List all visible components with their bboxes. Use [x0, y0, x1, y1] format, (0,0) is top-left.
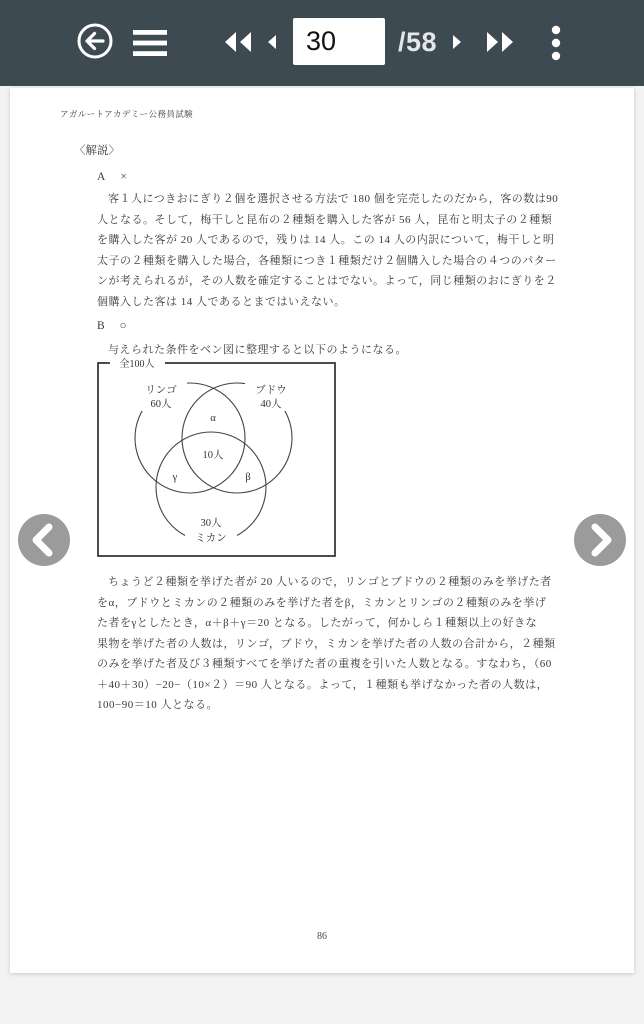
section-title: 〈解説〉 [74, 145, 120, 157]
grape-name-label: ブドウ [255, 385, 287, 396]
alpha-label: α [210, 413, 216, 424]
double-chevron-right-icon [486, 41, 516, 56]
previous-page-button[interactable] [266, 34, 277, 50]
text-line: のみを挙げた者及び３種類すべてを挙げた者の重複を引いた人数となる。すなわち，（60 [97, 658, 552, 670]
chevron-left-icon [18, 554, 70, 569]
page-number-input[interactable] [293, 18, 385, 65]
text-line: 客１人につきおにぎり２個を選択させる方法で 180 個を完売したのだから，客の数は90 [108, 193, 559, 205]
answer-a-label: A [97, 171, 106, 183]
overflow-menu-button[interactable] [551, 25, 561, 61]
venn-diagram [97, 353, 337, 558]
triangle-left-icon [266, 38, 277, 53]
page-total-label: /58 [398, 27, 438, 57]
page-number: 86 [317, 931, 327, 942]
answer-a-mark: × [120, 171, 127, 183]
grape-count-label: 40人 [260, 399, 282, 410]
text-line: 100−90＝10 人となる。 [97, 699, 218, 711]
answer-a-paragraph [97, 189, 579, 312]
document-page [10, 88, 634, 973]
text-line: を購入した客が 20 人であるので，残りは 14 人。この 14 人の内訳について，梅干しと明 [97, 234, 555, 246]
answer-b-row [97, 320, 127, 332]
beta-label: β [245, 472, 251, 483]
center-count-label: 10人 [202, 450, 224, 461]
text-line: 果物を挙げた者の人数は，リンゴ，ブドウ，ミカンを挙げた者の人数の合計から，２種類 [97, 637, 556, 650]
menu-button[interactable] [133, 30, 167, 56]
first-page-button[interactable] [222, 31, 252, 53]
double-chevron-left-icon [222, 41, 252, 56]
toolbar [0, 0, 644, 86]
text-line: ＋40＋30）−20−（10×２）＝90 人となる。よって，１種類も挙げなかった者の人数は， [97, 678, 549, 691]
text-line: 太子の２種類を購入した場合，各種類につき１種類だけ２個購入した場合の４つのパター [97, 254, 557, 267]
text-line: ンが考えられるが，その人数を確定することはでない。よって，同じ種類のおにぎりを２ [97, 275, 557, 287]
gamma-label: γ [172, 472, 178, 483]
apple-name-label: リンゴ [145, 385, 177, 396]
page-forward-overlay-button[interactable] [574, 514, 626, 566]
conclusion-paragraph [97, 572, 579, 716]
last-page-button[interactable] [486, 31, 516, 53]
text-line: 個購入した客は 14 人であるとまではいえない。 [97, 295, 346, 308]
chevron-right-icon [574, 554, 626, 569]
answer-b-label: B [97, 320, 105, 332]
answer-a-row [97, 171, 127, 183]
page-back-overlay-button[interactable] [18, 514, 70, 566]
text-line: 与えられた条件をベン図に整理すると以下のようになる。 [108, 344, 407, 356]
mikan-name-label: ミカン [195, 533, 227, 544]
back-button[interactable] [76, 22, 114, 60]
text-line: 人となる。そして，梅干しと昆布の２種類を購入した客が 56 人，昆布と明太子の２種類 [97, 213, 553, 226]
apple-count-label: 60人 [150, 399, 172, 410]
kebab-menu-icon [551, 49, 561, 64]
next-page-button[interactable] [452, 34, 463, 50]
viewer-area [0, 86, 644, 1024]
text-line: ちょうど２種類を挙げた者が 20 人いるので，リンゴとブドウの２種類のみを挙げた者 [108, 576, 552, 588]
document-header: アガルートアカデミー公務員試験 [60, 109, 194, 119]
back-circle-arrow-icon [76, 48, 114, 63]
text-line: た者をγとしたとき，α＋β＋γ＝20 となる。したがって，何かしら１種類以上の好きな [97, 617, 538, 629]
triangle-right-icon [452, 38, 463, 53]
universe-label: 全100人 [119, 359, 155, 370]
mikan-count-label: 30人 [200, 518, 222, 529]
hamburger-icon [133, 44, 167, 59]
text-line: をα，ブドウとミカンの２種類のみを挙げた者をβ，ミカンとリンゴの２種類のみを挙げ [97, 596, 547, 609]
answer-b-mark: ○ [119, 320, 127, 332]
